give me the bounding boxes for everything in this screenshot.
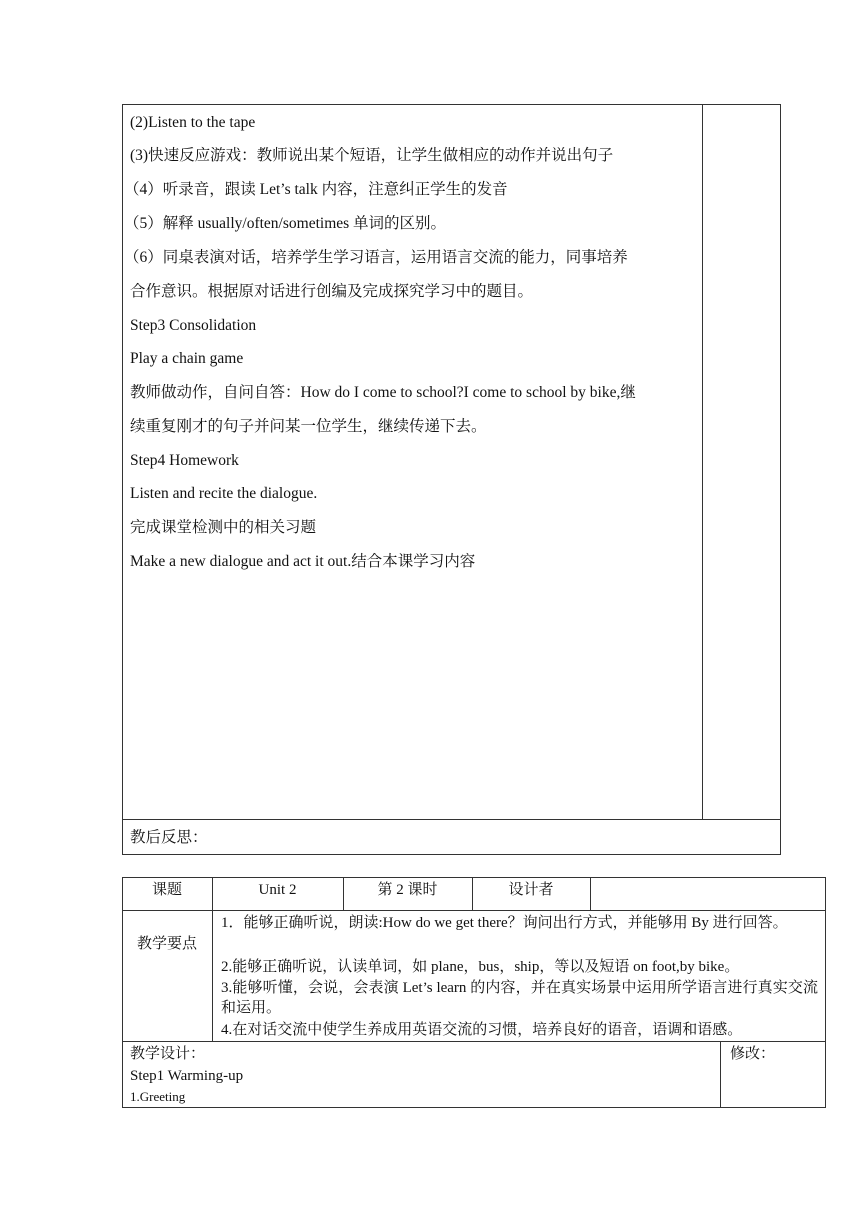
col-divider-designer [590, 877, 591, 910]
designer-label: 设计者 [508, 882, 554, 898]
lesson-line: 续重复刚才的句子并问某一位学生，继续传递下去。 [130, 418, 487, 435]
row-divider-1 [122, 910, 826, 911]
period-value: 第 2 课时 [377, 882, 438, 898]
lesson-line: Play a chain game [130, 350, 244, 367]
reflection-label: 教后反思： [130, 829, 208, 846]
lesson-line: （4）听录音，跟读 Let’s talk 内容，注意纠正学生的发音 [124, 181, 508, 198]
lesson-line: Listen and recite the dialogue. [130, 485, 318, 502]
lesson-line: (3)快速反应游戏：教师说出某个短语，让学生做相应的动作并说出句子 [130, 147, 614, 164]
lesson-line: （6）同桌表演对话，培养学生学习语言，运用语言交流的能力，同事培养 [124, 249, 628, 266]
design-item: 1.Greeting [130, 1089, 186, 1104]
lesson-line: Make a new dialogue and act it out.结合本课学习内容 [130, 553, 476, 570]
topic-label: 课题 [151, 882, 182, 898]
lesson-line: Step3 Consolidation [130, 317, 257, 334]
lesson-line: (2)Listen to the tape [130, 114, 256, 131]
goals-label: 教学要点 [136, 936, 197, 952]
lesson-line: 合作意识。根据原对话进行创编及完成探究学习中的题目。 [130, 283, 534, 300]
topic-value: Unit 2 [258, 882, 297, 898]
goal-item: 3.能够听懂，会说，会表演 Let’s learn 的内容，并在真实场景中运用所学语言进行真实交流和运用。 [221, 980, 818, 1016]
goal-item: 2.能够正确听说，认读单词，如 plane，bus，ship，等以及短语 on foot,by bike。 [221, 959, 740, 975]
design-step: Step1 Warming-up [130, 1068, 244, 1084]
col-divider-topic [212, 877, 213, 1041]
goal-item: 4.在对话交流中使学生养成用英语交流的习惯，培养良好的语音，语调和语感。 [221, 1022, 743, 1038]
top-table-vertical-divider [702, 104, 703, 820]
top-table-horizontal-divider [122, 819, 781, 820]
col-divider-revise [720, 1041, 721, 1108]
revise-label: 修改： [730, 1046, 776, 1062]
lesson-line: Step4 Homework [130, 452, 239, 469]
design-label: 教学设计： [130, 1046, 206, 1062]
lesson-line: 完成课堂检测中的相关习题 [130, 519, 317, 536]
lesson-line: （5）解释 usually/often/sometimes 单词的区别。 [124, 215, 447, 232]
lesson-line: 教师做动作，自问自答：How do I come to school?I come to school by bike,继 [130, 384, 636, 401]
goal-item: 1．能够正确听说，朗读:How do we get there？询问出行方式，并能够用 By 进行回答。 [221, 915, 788, 931]
